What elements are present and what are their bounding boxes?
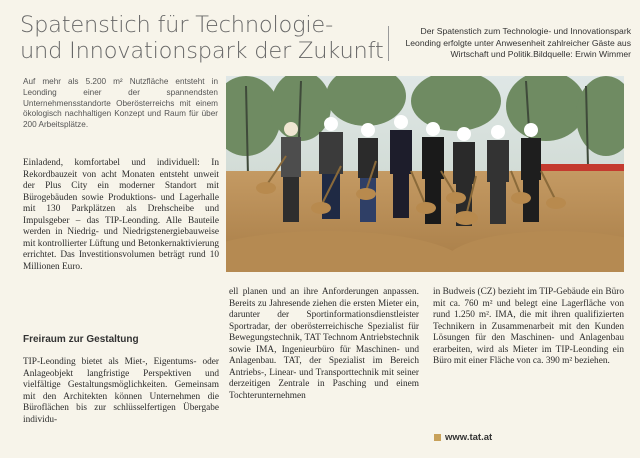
headline-line-1: Spatenstich für Technologie- bbox=[20, 12, 333, 38]
groundbreaking-photo bbox=[226, 76, 624, 272]
website-link[interactable]: www.tat.at bbox=[445, 432, 493, 443]
body-column-2: ell planen und an ihre Anforderungen anpassen. Bereits zu Jahresende ziehen die ersten Mieter ein, darunter der Sportinformationsdienstleister Sportradar, der oberösterreichische Spezialist für Bewegungstechnik, TAT Technom Antriebstechnik sowie IMA, Ingenieurbüro für Maschinen- und Anlagenbau. TAT, der Spezialist im Bereich Antriebs-, Linear- und Transporttechnik mit seiner derzeitigen Zentrale in Pasching und einem Tochterunternehmen bbox=[229, 287, 419, 401]
photo-caption: Der Spatenstich zum Technologie- und Innovationspark Leonding erfolgte unter Anwesenheit zahlreicher Gäste aus Wirtschaft und Politik.Bildquelle: Erwin Wimmer bbox=[388, 26, 631, 61]
web-link bbox=[434, 432, 492, 443]
body-paragraph-2: TIP-Leonding bietet als Miet-, Eigentums- oder Anlageobjekt langfristige Perspektiven und vielfältige Gestaltungsmöglichkeiten. Gemeinsam mit den Architekten können Unternehmen die Büroflächen bis zur schlüsselfertigen Übergabe individu- bbox=[23, 357, 219, 425]
headline bbox=[20, 12, 384, 64]
headline-line-2: und Innovationspark der Zukunft bbox=[20, 38, 384, 64]
subheading: Freiraum zur Gestaltung bbox=[23, 334, 139, 345]
lead-paragraph: Auf mehr als 5.200 m² Nutzfläche entsteht in Leonding einer der spannendsten Unternehmensstandorte Oberösterreichs mit einem ökologisch nachhaltigen Konzept und Raum für über 200 Arbeitsplätze. bbox=[23, 77, 218, 130]
square-bullet-icon bbox=[434, 434, 441, 441]
body-column-3: in Budweis (CZ) bezieht im TIP-Gebäude ein Büro mit ca. 760 m² und belegt eine Lagerfläche von rund 1.250 m². IMA, die mit ihren qualifizierten Technikern in Zusammenarbeit mit den Kunden Lösungen für den Maschinen- und Anlagenbau erarbeiten, wird als Mieter im TIP-Leonding ein Büro mit einer Fläche von ca. 390 m² beziehen. bbox=[433, 287, 624, 367]
body-paragraph-1: Einladend, komfortabel und individuell: In Rekordbauzeit von acht Monaten entsteht unweit der Plus City ein moderner Standort mit Bürogebäuden sowie Produktions- und Lagerhalle mit 130 Parkplätzen als Drehscheibe und Impulsgeber – das TIP-Leonding. Alle Bauteile werden in Niedrig- und Niedrigstenergiebauweise mit kontrollierter Lüftung und Betonkernaktivierung errichtet. Das Investitionsvolumen beträgt rund 10 Millionen Euro. bbox=[23, 158, 219, 272]
